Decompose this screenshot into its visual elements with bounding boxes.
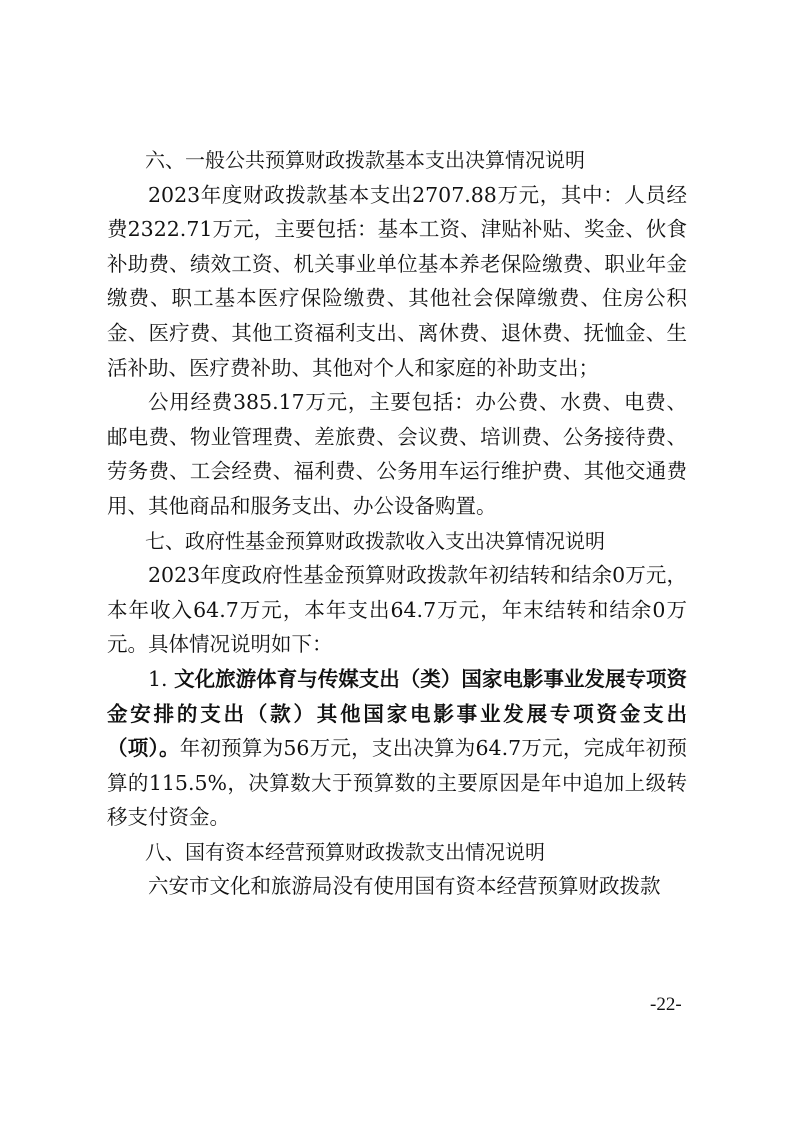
item-number: 1. [148,666,168,691]
section-6-paragraph-public: 公用经费385.17万元，主要包括：办公费、水费、电费、邮电费、物业管理费、差旅费、会议费、培训费、公务接待费、劳务费、工会经费、福利费、公务用车运行维护费、其他交通费用、其他商品和服务支出、办公设备购置。 [107,390,687,518]
section-8-paragraph: 六安市文化和旅游局没有使用国有资本经营预算财政拨款 [148,874,661,899]
document-body [107,143,687,904]
section-7-paragraph-summary: 2023年度政府性基金预算财政拨款年初结转和结余0万元，本年收入64.7万元，本年支出64.7万元，年末结转和结余0万元。具体情况说明如下： [107,563,687,657]
section-6-paragraph-personnel: 2023年度财政拨款基本支出2707.88万元，其中：人员经费2322.71万元，主要包括：基本工资、津贴补贴、奖金、伙食补助费、绩效工资、机关事业单位基本养老保险缴费、职业年金缴费、职工基本医疗保险缴费、其他社会保障缴费、住房公积金、医疗费、其他工资福利支出、离休费、退休费、抚恤金、生活补助、医疗费补助、其他对个人和家庭的补助支出； [107,182,687,380]
page-number: -22- [650,994,682,1015]
section-7-item [107,662,687,835]
section-7-heading: 七、政府性基金预算财政拨款收入支出决算情况说明 [145,528,605,553]
section-8-heading: 八、国有资本经营预算财政拨款支出情况说明 [145,839,545,864]
item-body: 年初预算为56万元，支出决算为64.7万元，完成年初预算的115.5%，决算数大于预算数的主要原因是年中追加上级转移支付资金。 [107,736,688,830]
section-6-heading: 六、一般公共预算财政拨款基本支出决算情况说明 [145,148,585,172]
item-title: 文化旅游体育与传媒支出（类）国家电影事业发展专项资金安排的支出（款）其他国家电影事业发展专项资金支出（项）。 [107,666,687,761]
